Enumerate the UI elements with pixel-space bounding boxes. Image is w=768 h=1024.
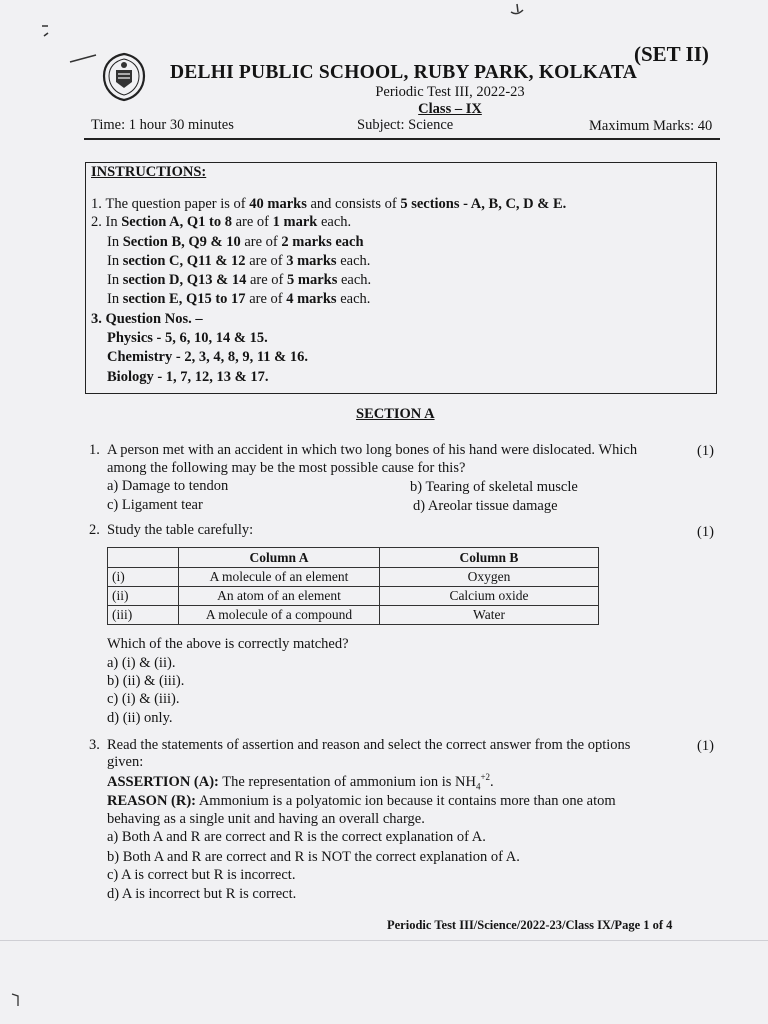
q2-question: Which of the above is correctly matched? <box>107 636 349 652</box>
max-marks-label: Maximum Marks: 40 <box>589 118 713 134</box>
q1-text-line-1: A person met with an accident in which two long bones of his hand were dislocated. Which <box>107 442 638 458</box>
set-label: (SET II) <box>634 42 709 66</box>
q3-option-a: a) Both A and R are correct and R is the correct explanation of A. <box>107 829 486 845</box>
school-name: DELHI PUBLIC SCHOOL, RUBY PARK, KOLKATA <box>170 62 638 83</box>
q3-number: 3. <box>89 737 100 753</box>
time-label: Time: 1 hour 30 minutes <box>91 117 234 133</box>
instruction-3: 3. Question Nos. – <box>91 311 203 327</box>
q3-option-c: c) A is correct but R is incorrect. <box>107 867 296 883</box>
instructions-title: INSTRUCTIONS: <box>91 164 207 180</box>
q3-option-d: d) A is incorrect but R is correct. <box>107 886 297 902</box>
q1-option-a: a) Damage to tendon <box>107 478 229 494</box>
instruction-2-line-3: In section C, Q11 & 12 are of 3 marks each. <box>107 253 371 269</box>
instruction-2-line-2: In Section B, Q9 & 10 are of 2 marks each <box>107 234 364 250</box>
table-cell: (i) <box>108 568 179 587</box>
q3-assertion: ASSERTION (A): The representation of ammonium ion is $NH_4^{+2}$. <box>107 772 494 792</box>
column-match-table <box>107 547 599 625</box>
table-header-row <box>108 548 599 568</box>
table-row <box>108 568 599 587</box>
section-a-title: SECTION A <box>356 406 435 422</box>
q3-option-b: b) Both A and R are correct and R is NOT the correct explanation of A. <box>107 849 520 865</box>
q2-number: 2. <box>89 522 100 538</box>
table-cell: (iii) <box>108 606 179 625</box>
table-cell: A molecule of a compound <box>179 606 380 625</box>
footer-divider <box>0 940 768 941</box>
q1-option-b: b) Tearing of skeletal muscle <box>410 479 578 495</box>
chemistry-questions: Chemistry - 2, 3, 4, 8, 9, 11 & 16. <box>107 349 308 365</box>
table-cell: Calcium oxide <box>380 587 599 606</box>
table-header-cell: Column A <box>179 548 380 568</box>
table-cell: A molecule of an element <box>179 568 380 587</box>
ink-mark-icon <box>507 2 527 18</box>
q2-marks: (1) <box>697 524 714 540</box>
q1-text-line-2: among the following may be the most possible cause for this? <box>107 460 466 476</box>
q1-option-c: c) Ligament tear <box>107 497 203 513</box>
corner-mark-icon <box>8 990 28 1010</box>
biology-questions: Biology - 1, 7, 12, 13 & 17. <box>107 369 269 385</box>
q3-text-line-1: Read the statements of assertion and reason and select the correct answer from the options <box>107 737 631 753</box>
q1-number: 1. <box>89 442 100 458</box>
q2-option-c: c) (i) & (iii). <box>107 691 180 707</box>
table-cell: (ii) <box>108 587 179 606</box>
instruction-2-line-5: In section E, Q15 to 17 are of 4 marks each. <box>107 291 371 307</box>
table-header-cell: Column B <box>380 548 599 568</box>
q3-text-line-2: given: <box>107 754 144 770</box>
table-row <box>108 587 599 606</box>
table-cell: Oxygen <box>380 568 599 587</box>
table-cell: An atom of an element <box>179 587 380 606</box>
scan-mark-icon <box>20 14 110 74</box>
q2-text: Study the table carefully: <box>107 522 254 538</box>
q3-reason: REASON (R): Ammonium is a polyatomic ion because it contains more than one atom <box>107 793 616 809</box>
q1-option-d: d) Areolar tissue damage <box>413 498 558 514</box>
subject-label: Subject: Science <box>357 117 454 133</box>
header-divider <box>84 138 720 140</box>
q2-option-b: b) (ii) & (iii). <box>107 673 185 689</box>
page-footer: Periodic Test III/Science/2022-23/Class IX/Page 1 of 4 <box>387 918 673 932</box>
q2-option-d: d) (ii) only. <box>107 710 173 726</box>
q2-option-a: a) (i) & (ii). <box>107 655 176 671</box>
q3-reason-line-2: behaving as a single unit and having an overall charge. <box>107 811 425 827</box>
instruction-2: 2. In Section A, Q1 to 8 are of 1 mark each. <box>91 214 352 230</box>
physics-questions: Physics - 5, 6, 10, 14 & 15. <box>107 330 268 346</box>
class-label: Class – IX <box>418 101 482 117</box>
table-header-cell <box>108 548 179 568</box>
test-name: Periodic Test III, 2022-23 <box>375 84 525 100</box>
table-row <box>108 606 599 625</box>
instruction-1: 1. The question paper is of 40 marks and consists of 5 sections - A, B, C, D & E. <box>91 196 567 212</box>
table-cell: Water <box>380 606 599 625</box>
q1-marks: (1) <box>697 443 714 459</box>
instruction-2-line-4: In section D, Q13 & 14 are of 5 marks each. <box>107 272 372 288</box>
q3-marks: (1) <box>697 738 714 754</box>
